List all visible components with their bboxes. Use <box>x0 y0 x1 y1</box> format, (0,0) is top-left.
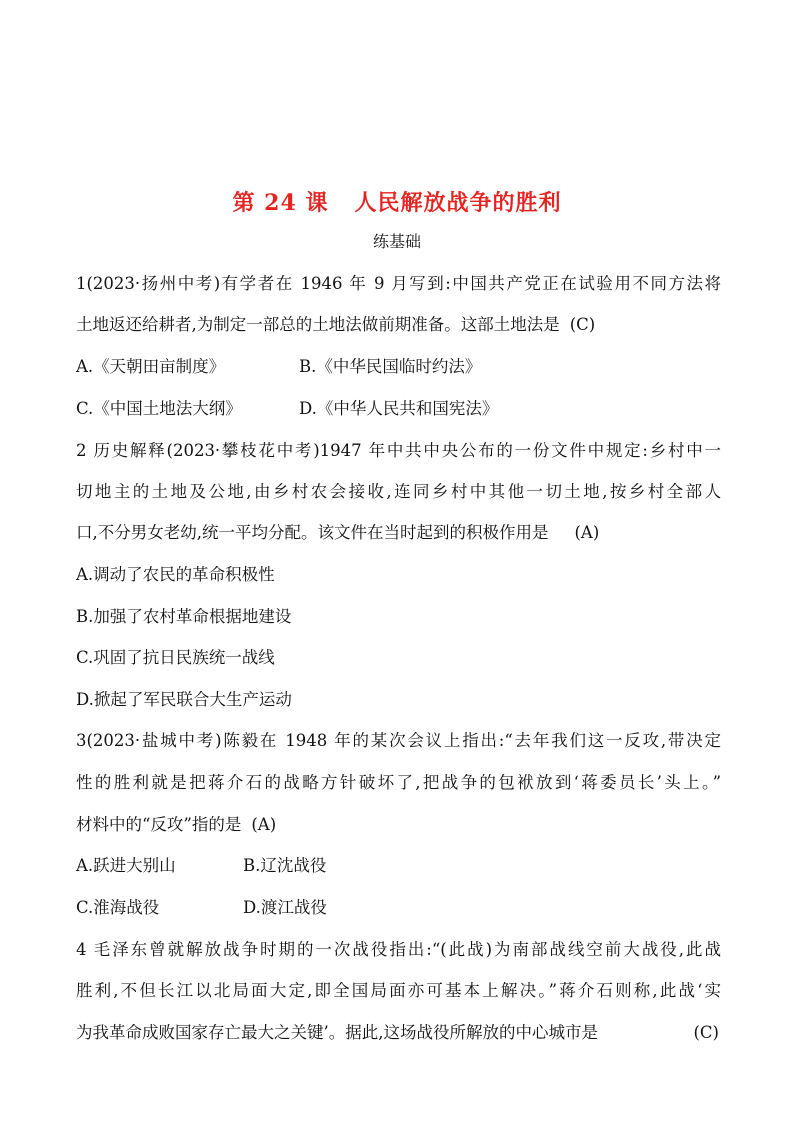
q1-option-c: C.《中国土地法大纲》 <box>76 399 242 418</box>
q2-option-d: D.掀起了军民联合大生产运动 <box>76 690 292 709</box>
q3-option-d: D.渡江战役 <box>243 898 327 917</box>
q2-option-a: A.调动了农民的革命积极性 <box>76 565 275 584</box>
q3-option-b: B.辽沈战役 <box>243 856 327 875</box>
page-title <box>0 186 794 217</box>
q1-option-b: B.《中华民国临时约法》 <box>299 357 482 376</box>
q2-stem-line-2: 切地主的土地及公地,由乡村农会接收,连同乡村中其他一切土地,按乡村全部人 <box>76 482 721 501</box>
lesson-title: 人民解放战争的胜利 <box>354 190 562 216</box>
q4-stem-line-3: 为我革命成败国家存亡最大之关键’。据此,这场战役所解放的中心城市是 (C) <box>76 1023 719 1042</box>
q2-stem-line-1: 2 历史解释(2023·攀枝花中考)1947 年中共中央公布的一份文件中规定:乡村中一 <box>76 441 721 460</box>
q2-option-b: B.加强了农村革命根据地建设 <box>76 607 292 626</box>
q1-option-a: A.《天朝田亩制度》 <box>76 357 226 376</box>
q2-option-c: C.巩固了抗日民族统一战线 <box>76 648 275 667</box>
q1-stem-line-1: 1(2023·扬州中考)有学者在 1946 年 9 月写到:中国共产党正在试验用不同方法将 <box>76 274 721 293</box>
section-heading: 练基础 <box>372 232 421 251</box>
q2-stem-line-3: 口,不分男女老幼,统一平均分配。该文件在当时起到的积极作用是 (A) <box>76 523 600 542</box>
q4-stem-line-1: 4 毛泽东曾就解放战争时期的一次战役指出:“(此战)为南部战线空前大战役,此战 <box>76 940 721 959</box>
q3-option-a: A.跃进大别山 <box>76 856 176 875</box>
q3-stem-line-3: 材料中的“反攻”指的是 (A) <box>76 815 277 834</box>
q3-answer: (A) <box>251 815 277 834</box>
lesson-number: 第 24 课 <box>232 190 329 216</box>
q4-stem-line-2: 胜利,不但长江以北局面大定,即全国局面亦可基本上解决。”蒋介石则称,此战‘实 <box>76 981 721 1000</box>
q3-stem-line-1: 3(2023·盐城中考)陈毅在 1948 年的某次会议上指出:“去年我们这一反攻,带决定 <box>76 731 721 750</box>
q4-answer: (C) <box>693 1023 719 1042</box>
q1-stem-line-2: 土地返还给耕者,为制定一部总的土地法做前期准备。这部土地法是 (C) <box>76 315 596 334</box>
q3-option-c: C.淮海战役 <box>76 898 160 917</box>
q1-option-d: D.《中华人民共和国宪法》 <box>299 399 499 418</box>
q1-answer: (C) <box>569 315 596 334</box>
q2-answer: (A) <box>574 523 600 542</box>
q3-stem-line-2: 性的胜利就是把蒋介石的战略方针破坏了,把战争的包袱放到‘蒋委员长’头上。” <box>76 773 721 792</box>
